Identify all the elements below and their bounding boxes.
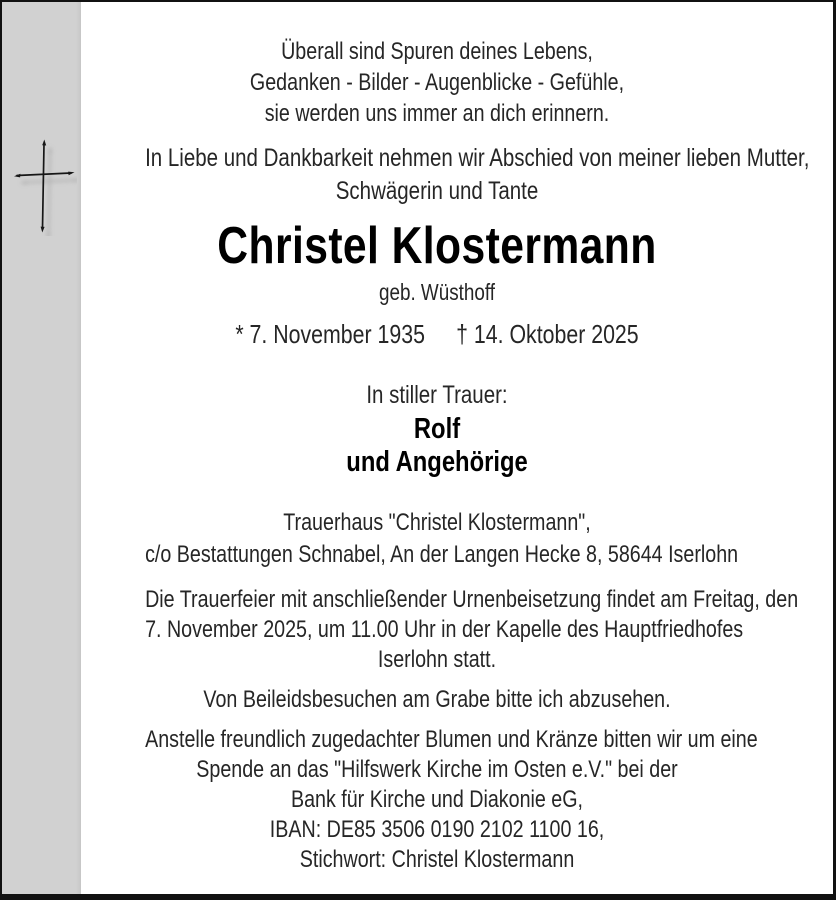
donation-line: Anstelle freundlich zugedachter Blumen und Kränze bitten wir um eine (145, 726, 758, 753)
mourning-label: In stiller Trauer: (366, 381, 508, 409)
service-details (145, 585, 799, 675)
donation-line: Bank für Kirche und Diakonie eG, (290, 786, 584, 813)
service-line: 7. November 2025, um 11.00 Uhr in der Kapelle des Hauptfriedhofes (145, 616, 744, 643)
condolence-note: Von Beileidsbesuchen am Grabe bitte ich abzusehen. (203, 686, 671, 713)
maiden-name: geb. Wüsthoff (378, 279, 496, 305)
funeral-home-line: Trauerhaus "Christel Klostermann", (283, 509, 591, 536)
mourners (145, 413, 729, 479)
verse-line: Gedanken - Bilder - Augenblicke - Gefühle, (249, 69, 625, 96)
funeral-home-address (145, 507, 739, 571)
donation-line: IBAN: DE85 3506 0190 2102 1100 16, (269, 816, 605, 843)
service-line: Iserlohn statt. (377, 646, 497, 673)
intro-line: In Liebe und Dankbarkeit nehmen wir Abschied von meiner lieben Mutter, (145, 144, 810, 172)
mourner-line: Rolf (413, 413, 461, 445)
farewell-intro (145, 142, 810, 208)
death-date: † 14. Oktober 2025 (456, 319, 639, 349)
intro-line: Schwägerin und Tante (335, 177, 539, 205)
life-dates (145, 318, 729, 350)
opening-verse (145, 36, 729, 129)
donation-details (145, 725, 758, 875)
birth-date: * 7. November 1935 (235, 319, 425, 349)
donation-line: Stichwort: Christel Klostermann (299, 846, 575, 873)
mourner-line: und Angehörige (346, 446, 528, 478)
verse-line: Überall sind Spuren deines Lebens, (281, 38, 593, 65)
funeral-home-line: c/o Bestattungen Schnabel, An der Langen Hecke 8, 58644 Iserlohn (145, 541, 739, 568)
verse-line: sie werden uns immer an dich erinnern. (264, 100, 610, 127)
obituary-document (145, 2, 810, 894)
donation-line: Spende an das "Hilfswerk Kirche im Osten e.V." bei der (196, 756, 678, 783)
service-line: Die Trauerfeier mit anschließender Urnenbeisetzung findet am Freitag, den (145, 586, 799, 613)
memorial-stripe (2, 2, 81, 894)
deceased-name: Christel Klostermann (217, 217, 657, 275)
memorial-cross-icon (13, 136, 77, 236)
